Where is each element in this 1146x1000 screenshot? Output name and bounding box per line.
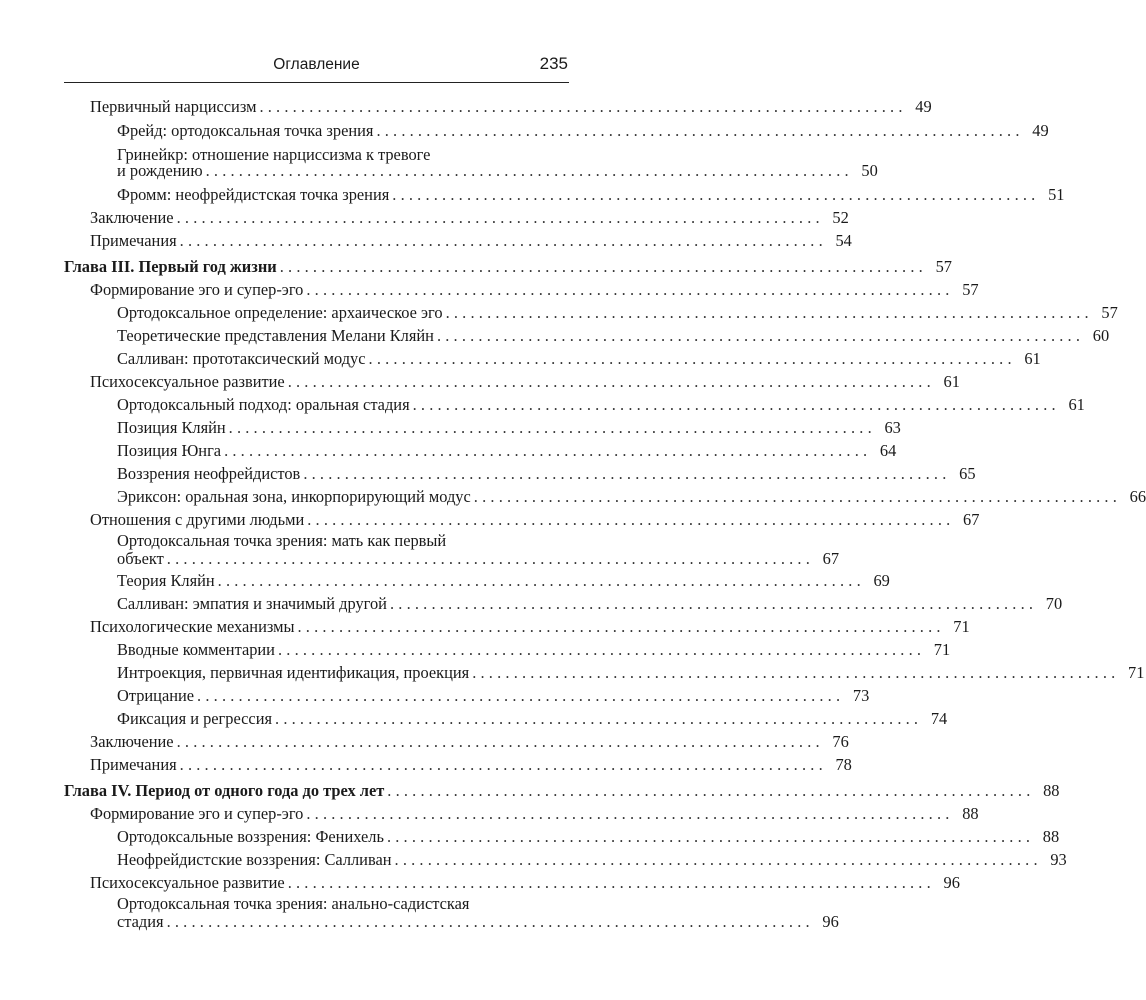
leader-dots: ..............................................................................	[392, 185, 1040, 204]
toc-entry-title-line1: Гринейкр: отношение нарциссизма к тревоге	[117, 145, 431, 164]
toc-entry-title: Отрицание	[117, 686, 195, 705]
toc-entry-title-line1: Ортодоксальная точка зрения: анально-садистская	[117, 894, 470, 913]
toc-entry-page: 71	[1128, 663, 1145, 682]
leader-dots: ..............................................................................	[275, 709, 923, 728]
toc-entry-page: 57	[962, 280, 979, 299]
toc-entry	[117, 348, 1041, 370]
toc-entry-page: 88	[1043, 781, 1060, 800]
leader-dots: ..............................................................................	[473, 487, 1122, 506]
leader-dots: ..............................................................................	[376, 121, 1024, 140]
toc-entry	[117, 302, 1118, 324]
toc-entry-page: 96	[943, 873, 960, 892]
toc-entry	[117, 120, 1049, 142]
toc-entry-title: Ортодоксальное определение: архаическое эго	[117, 303, 443, 322]
toc-entry-page: 67	[963, 510, 980, 529]
leader-dots: ..............................................................................	[306, 280, 954, 299]
toc-entry-page: 71	[933, 640, 951, 659]
toc-entry-title: Ортодоксальный подход: оральная стадия	[117, 395, 410, 414]
toc-entry-page: 65	[959, 464, 976, 483]
page-number: 235	[539, 54, 568, 73]
toc-entry	[117, 394, 1085, 416]
leader-dots: ..............................................................................	[287, 873, 935, 892]
toc-entry	[90, 803, 979, 825]
toc-entry-title: Ортодоксальные воззрения: Фенихель	[117, 827, 384, 846]
toc-entry-title-line2: и рождению	[117, 161, 203, 180]
toc-entry	[117, 325, 1110, 347]
leader-dots: ..............................................................................	[205, 161, 853, 180]
toc-entry-title: Теория Кляйн	[117, 571, 215, 590]
toc-entry-page: 96	[822, 912, 839, 931]
leader-dots: ..............................................................................	[197, 686, 845, 705]
leader-dots: ..............................................................................	[279, 257, 927, 276]
leader-dots: ..............................................................................	[224, 441, 872, 460]
toc-entry-page: 67	[822, 549, 840, 568]
toc-entry	[90, 279, 979, 301]
toc-entry-page: 61	[943, 372, 960, 391]
toc-entry-page: 52	[832, 208, 849, 227]
toc-entry-title: Психосексуальное развитие	[90, 372, 285, 391]
toc-entry-title: Позиция Юнга	[117, 441, 222, 460]
toc-entry-title: Заключение	[90, 732, 174, 751]
toc-entry-title: Интроекция, первичная идентификация, проекция	[117, 663, 470, 682]
toc-entry	[90, 872, 960, 894]
toc-entry-title: Примечания	[90, 231, 177, 250]
running-header-title: Оглавление	[273, 56, 360, 73]
toc-entry	[90, 96, 932, 118]
toc-entry-page: 70	[1045, 594, 1063, 613]
toc-entry	[117, 911, 839, 933]
toc-entry-title-line1: Ортодоксальная точка зрения: мать как первый	[117, 531, 447, 550]
toc-chapter-title: Глава IV. Период от одного года до трех лет	[64, 781, 385, 800]
toc-entry-title: Заключение	[90, 208, 174, 227]
toc-chapter-entry	[64, 780, 1060, 802]
toc-entry	[117, 417, 901, 439]
toc-entry-page: 64	[879, 441, 897, 460]
toc-entry-title: Вводные комментарии	[117, 640, 275, 659]
toc-entry-page: 69	[873, 571, 890, 590]
toc-entry-title: Формирование эго и супер-эго	[90, 804, 304, 823]
toc-entry	[90, 230, 852, 252]
toc-entry-page: 51	[1048, 185, 1065, 204]
toc-entry	[117, 826, 1060, 848]
toc-entry	[117, 593, 1063, 615]
leader-dots: ..............................................................................	[307, 510, 955, 529]
leader-dots: ..............................................................................	[386, 827, 1035, 846]
toc-entry	[90, 207, 849, 229]
toc-entry-title: Фромм: неофрейдистская точка зрения	[117, 185, 390, 204]
toc-entry-title: Неофрейдистские воззрения: Салливан	[117, 850, 392, 869]
toc-entry	[117, 463, 976, 485]
toc-entry-page: 49	[1032, 121, 1049, 140]
toc-entry	[117, 685, 870, 707]
toc-entry-title: Фиксация и регрессия	[117, 709, 273, 728]
toc-entry	[117, 486, 1146, 508]
toc-entry-title: Салливан: эмпатия и значимый другой	[117, 594, 387, 613]
leader-dots: ..............................................................................	[259, 97, 907, 116]
toc-chapter-title: Глава III. Первый год жизни	[64, 257, 277, 276]
toc-entry-title: Отношения с другими людьми	[90, 510, 305, 529]
toc-entry	[117, 639, 951, 661]
toc-entry-page: 71	[953, 617, 970, 636]
toc-entry-page: 57	[1101, 303, 1118, 322]
toc-entry-page: 76	[832, 732, 849, 751]
leader-dots: ..............................................................................	[166, 549, 815, 568]
toc-entry-title-line2: объект	[117, 549, 164, 568]
toc-entry-page: 88	[1042, 827, 1060, 846]
toc-entry	[90, 509, 980, 531]
leader-dots: ..............................................................................	[179, 755, 827, 774]
leader-dots: ..............................................................................	[277, 640, 926, 659]
toc-entry	[90, 616, 970, 638]
toc-entry-title: Фрейд: ортодоксальная точка зрения	[117, 121, 374, 140]
toc-entry-page: 49	[915, 97, 932, 116]
toc-entry-title: Воззрения неофрейдистов	[117, 464, 301, 483]
leader-dots: ..............................................................................	[217, 571, 865, 590]
leader-dots: ..............................................................................	[297, 617, 945, 636]
toc-entry-page: 93	[1050, 850, 1067, 869]
leader-dots: ..............................................................................	[306, 804, 954, 823]
toc-entry	[117, 570, 890, 592]
toc-entry-title: Теоретические представления Мелани Кляйн	[117, 326, 434, 345]
toc-entry-page: 61	[1068, 395, 1085, 414]
toc-entry-title: Психологические механизмы	[90, 617, 295, 636]
toc-entry	[117, 662, 1145, 684]
toc-entry	[117, 849, 1067, 871]
toc-entry	[117, 548, 840, 570]
toc-entry-title: Психосексуальное развитие	[90, 873, 285, 892]
leader-dots: ..............................................................................	[179, 231, 827, 250]
toc-entry	[117, 160, 878, 182]
toc-entry-page: 60	[1092, 326, 1110, 345]
leader-dots: ..............................................................................	[287, 372, 935, 391]
toc-chapter-entry	[64, 256, 952, 278]
toc-entry	[117, 440, 897, 462]
leader-dots: ..............................................................................	[389, 594, 1038, 613]
toc-entry-title-line2: стадия	[117, 912, 164, 931]
leader-dots: ..............................................................................	[394, 850, 1042, 869]
toc-entry	[90, 754, 852, 776]
toc-entry-title: Первичный нарциссизм	[90, 97, 257, 116]
toc-entry-page: 78	[835, 755, 852, 774]
toc-entry-page: 74	[930, 709, 948, 728]
leader-dots: ..............................................................................	[176, 208, 824, 227]
leader-dots: ..............................................................................	[368, 349, 1016, 368]
toc-entry-page: 63	[884, 418, 901, 437]
toc-entry-title: Примечания	[90, 755, 177, 774]
leader-dots: ..............................................................................	[445, 303, 1093, 322]
leader-dots: ..............................................................................	[166, 912, 814, 931]
toc-entry	[117, 708, 948, 730]
toc-entry-page: 57	[935, 257, 952, 276]
toc-entry	[117, 184, 1065, 206]
leader-dots: ..............................................................................	[412, 395, 1060, 414]
leader-dots: ..............................................................................	[387, 781, 1035, 800]
toc-entry-page: 61	[1024, 349, 1041, 368]
toc-entry	[90, 731, 849, 753]
toc-entry-title: Эриксон: оральная зона, инкорпорирующий модус	[117, 487, 471, 506]
toc-entry-title: Салливан: прототаксический модус	[117, 349, 366, 368]
toc-entry-page: 73	[852, 686, 870, 705]
toc-entry-title: Позиция Кляйн	[117, 418, 226, 437]
leader-dots: ..............................................................................	[436, 326, 1085, 345]
toc-entry-page: 88	[962, 804, 979, 823]
toc-entry	[90, 371, 960, 393]
leader-dots: ..............................................................................	[303, 464, 951, 483]
toc-entry-page: 54	[835, 231, 852, 250]
toc-entry-title: Формирование эго и супер-эго	[90, 280, 304, 299]
leader-dots: ..............................................................................	[472, 663, 1120, 682]
leader-dots: ..............................................................................	[228, 418, 876, 437]
toc-entry-page: 66	[1129, 487, 1146, 506]
toc-entry-page: 50	[861, 161, 878, 180]
leader-dots: ..............................................................................	[176, 732, 824, 751]
